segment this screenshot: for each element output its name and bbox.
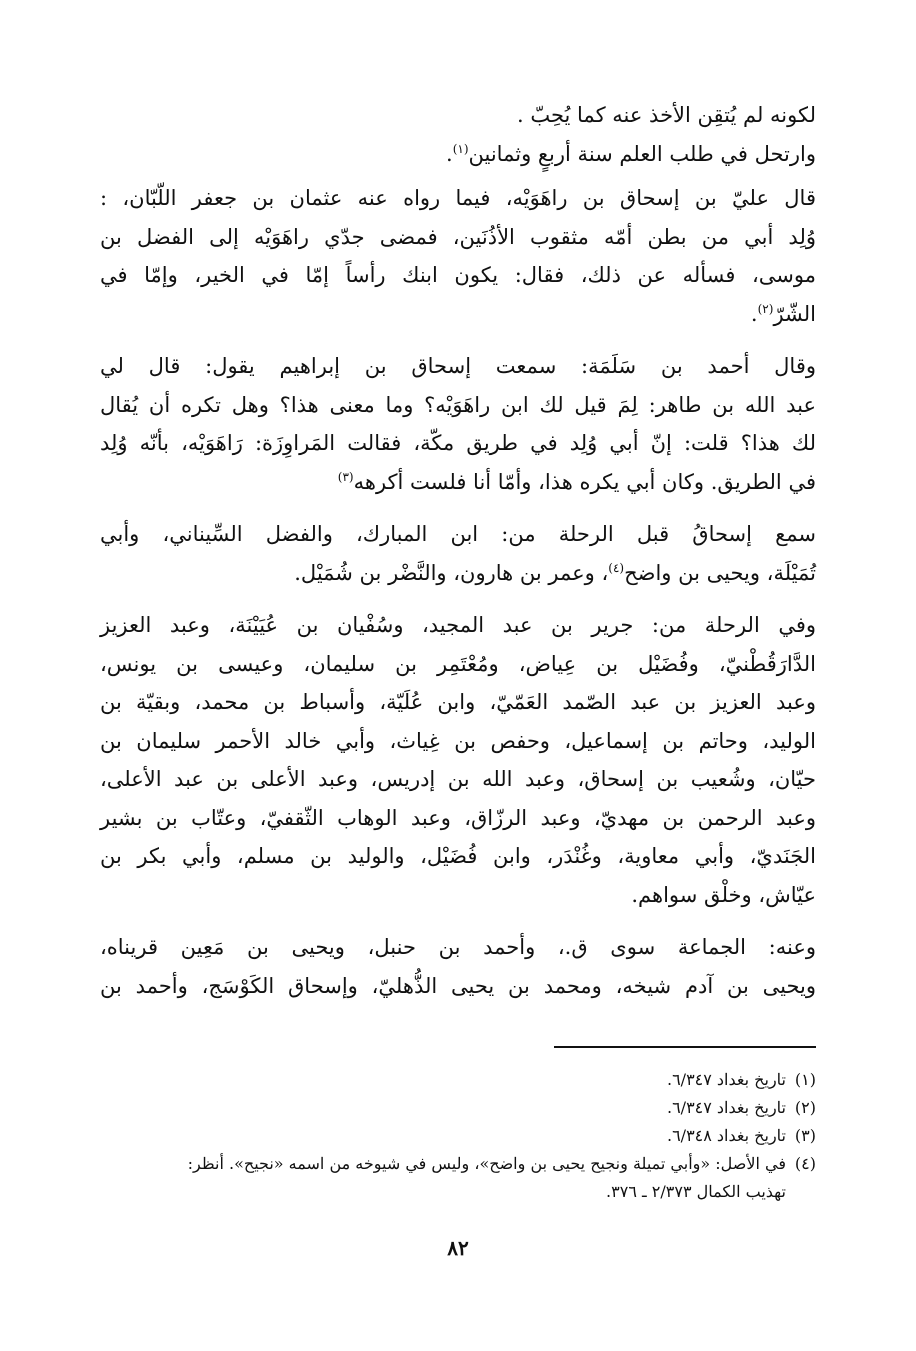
text-line: موسى، فسأله عن ذلك، فقال: يكون ابنك رأساً إمّا في الخير، وإمّا في — [100, 263, 816, 287]
text-line: حيّان، وشُعيب بن إسحاق، وعبد الله بن إدريس، وعبد الأعلى بن عبد الأعلى، — [100, 767, 816, 791]
paragraph-2 — [100, 179, 816, 333]
footnote-number: (٢) — [794, 1098, 816, 1117]
text-line — [100, 463, 816, 502]
text-line: عيّاش، وخلْق سواهم. — [631, 882, 816, 907]
footnote-4 — [100, 1150, 816, 1206]
footnote-text-line: تهذيب الكمال ٢/٣٧٣ ـ ٣٧٦. — [606, 1182, 786, 1201]
paragraph-5 — [100, 606, 816, 914]
text-line: وقال أحمد بن سَلَمَة: سمعت إسحاق بن إبراهيم يقول: قال لي — [100, 354, 816, 378]
text-line: سمع إسحاقُ قبل الرحلة من: ابن المبارك، والفضل السِّيناني، وأبي — [100, 522, 816, 546]
text-line — [100, 554, 816, 593]
text-line: ويحيى بن آدم شيخه، ومحمد بن يحيى الذُّهليّ، وإسحاق الكَوْسَج، وأحمد بن — [100, 973, 816, 998]
text-segment: في الطريق. وكان أبي يكره هذا، وأمّا أنا فلست أكرهه — [353, 469, 816, 494]
footnote-text: تاريخ بغداد ٦/٣٤٧. — [666, 1070, 786, 1089]
text-line: وعبد العزيز بن عبد الصّمد العَمّيّ، وابن عُلَيّة، وأسباط بن محمد، وبقيّة بن — [100, 690, 816, 714]
text-segment: الشّرّ — [773, 301, 816, 326]
footnote-number: (١) — [794, 1070, 816, 1089]
footnote-ref[interactable]: (٤) — [608, 560, 625, 575]
text-line: عبد الله بن طاهر: لِمَ قيل لك ابن راهَوَيْه؟ وما معنى هذا؟ وهل تكره أن يُقال — [100, 392, 816, 417]
footnote-separator — [554, 1046, 816, 1048]
text-line: وعنه: الجماعة سوى ق.، وأحمد بن حنبل، ويحيى بن مَعِين قريناه، — [100, 935, 816, 959]
footnote-ref[interactable]: (٣) — [337, 469, 354, 484]
text-line: الوليد، وحاتم بن إسماعيل، وحفص بن غِياث، وأبي خالد الأحمر سليمان بن — [100, 728, 816, 753]
paragraph-3 — [100, 347, 816, 501]
footnote-number: (٤) — [794, 1154, 816, 1173]
paragraph-4 — [100, 515, 816, 592]
footnote-text: تاريخ بغداد ٦/٣٤٨. — [666, 1126, 786, 1145]
text-line: وفي الرحلة من: جرير بن عبد المجيد، وسُفْيان بن عُيَيْنَة، وعبد العزيز — [100, 613, 816, 637]
footnotes — [100, 1066, 816, 1206]
footnote-3 — [100, 1122, 816, 1150]
page-number: ٨٢ — [447, 1236, 469, 1260]
text-line — [100, 135, 816, 174]
paragraph-1 — [100, 96, 816, 173]
footnote-text-line: في الأصل: «وأبي تميلة ونجيح يحيى بن واضح»، وليس في شيوخه من اسمه «نجيح». أنظر: — [187, 1154, 786, 1173]
text-line: لك هذا؟ قلت: إنّ أبي وُلِد في طريق مكّة، فقالت المَراوِزَة: رَاهَوَيْه، بأنّه وُلِد — [100, 431, 816, 455]
text-line: الجَنَديّ، وأبي معاوية، وغُنْدَر، وابن فُضَيْل، والوليد بن مسلم، وأبي بكر بن — [100, 844, 816, 868]
text-segment: وارتحل في طلب العلم سنة أربعٍ وثمانين — [468, 141, 816, 166]
footnote-1 — [100, 1066, 816, 1094]
footnote-text: تاريخ بغداد ٦/٣٤٧. — [666, 1098, 786, 1117]
footnote-ref[interactable]: (١) — [452, 141, 469, 156]
paragraph-6 — [100, 928, 816, 1005]
text-segment: ، وعمر بن هارون، والنَّضْر بن شُمَيْل. — [294, 560, 609, 585]
footnote-text — [100, 1150, 786, 1206]
main-text — [100, 96, 816, 1019]
text-line: الدَّارَقُطْنيّ، وفُضَيْل بن عِياض، ومُعْتَمِر بن سليمان، وعيسى بن يونس، — [100, 651, 816, 676]
text-segment: تُمَيْلَة، ويحيى بن واضح — [624, 560, 816, 585]
text-segment: . — [750, 301, 758, 326]
text-line: وُلِد أبي من بطن أمّه مثقوب الأذُنَين، فمضى جدّي راهَوَيْه إلى الفضل بن — [100, 224, 816, 249]
footnote-ref[interactable]: (٢) — [757, 301, 774, 316]
text-line: قال عليّ بن إسحاق بن راهَوَيْه، فيما رواه عنه عثمان بن جعفر اللّبّان، : — [100, 186, 816, 210]
text-segment: . — [446, 141, 453, 166]
text-line: وعبد الرحمن بن مهديّ، وعبد الرزّاق، وعبد الوهاب الثّقفيّ، وعتّاب بن بشير — [100, 805, 816, 830]
text-line — [100, 295, 816, 334]
text-line: لكونه لم يُتقِن الأخذ عنه كما يُحِبّ . — [516, 103, 816, 127]
footnote-2 — [100, 1094, 816, 1122]
footnote-number: (٣) — [794, 1126, 816, 1145]
